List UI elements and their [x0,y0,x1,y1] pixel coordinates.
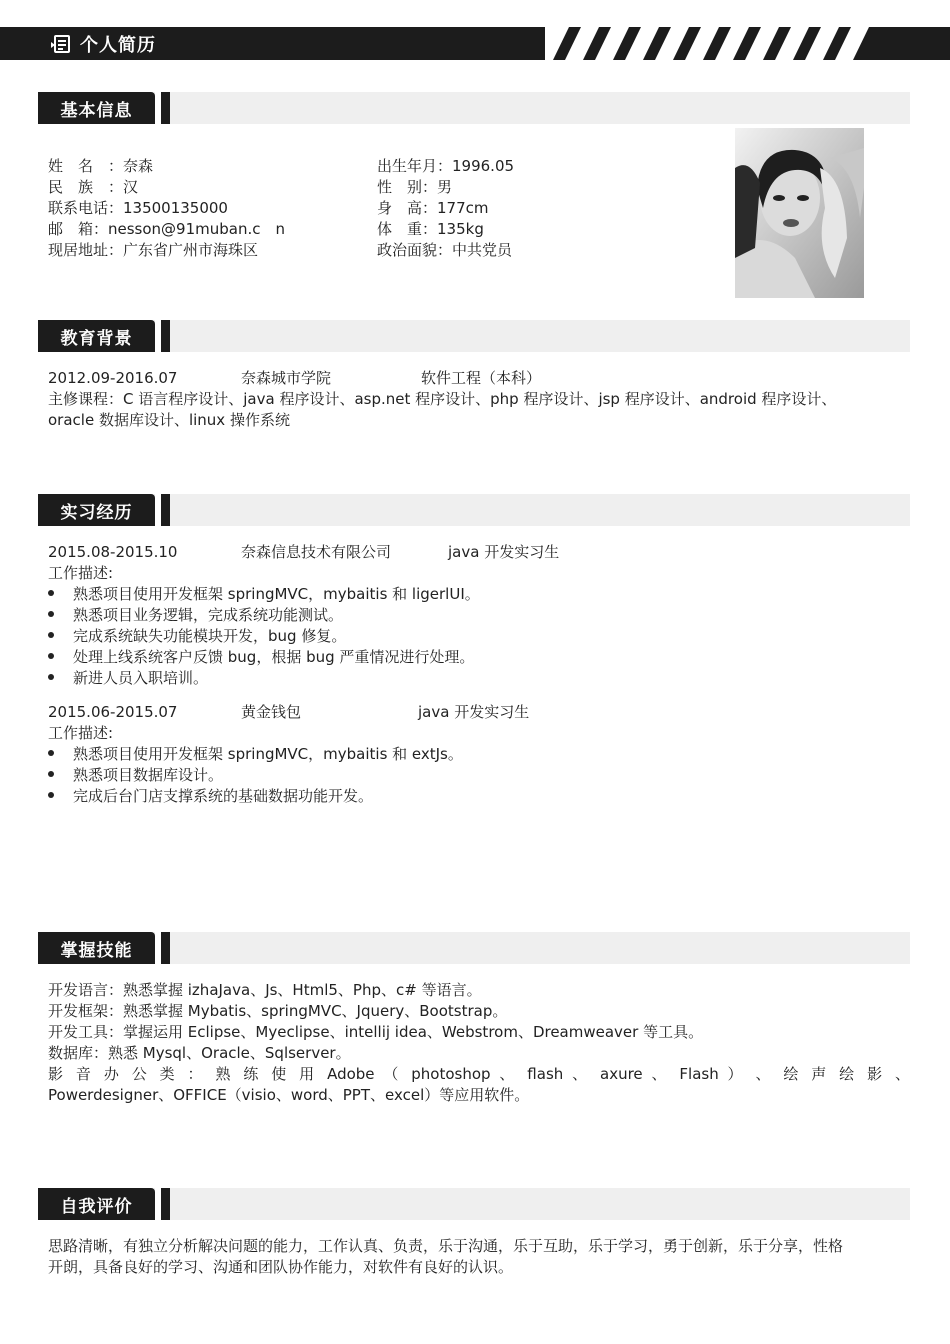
section-header-education [38,320,910,352]
section-title-self: 自我评价 [38,1188,155,1220]
self-eval-line1: 思路清晰，有独立分析解决问题的能力，工作认真、负责，乐于沟通，乐于互助，乐于学习，勇于创新，乐于分享，性格 [48,1237,844,1255]
edu-courses-line1: 主修课程：C 语言程序设计、java 程序设计、asp.net 程序设计、php 程序设计、jsp 程序设计、android 程序设计、 [48,390,837,408]
intern1-company: 奈森信息技术有限公司 [241,543,392,561]
section-title-internship: 实习经历 [38,494,155,526]
banner-stripes [545,27,950,60]
intern2-company: 黄金钱包 [241,703,302,721]
resume-banner [0,27,950,60]
list-item: 新进人员入职培训。 [48,668,208,689]
intern2-role: java 开发实习生 [418,703,530,721]
skill-frameworks: 开发框架：熟悉掌握 Mybatis、springMVC、Jquery、Bootstrap。 [48,1002,508,1020]
skill-database: 数据库：熟悉 Mysql、Oracle、Sqlserver。 [48,1044,351,1062]
section-header-self [38,1188,910,1220]
edu-courses-line2: oracle 数据库设计、linux 操作系统 [48,411,290,429]
skill-media-line1: 影 音 办 公 类 ： 熟 练 使 用 Adobe （ photoshop 、 flash 、 axure 、 Flash ） 、 绘 声 绘 影 、 [48,1065,910,1083]
list-item: 完成系统缺失功能模块开发，bug 修复。 [48,626,346,647]
intern1-desc-label: 工作描述: [48,564,114,582]
basic-gender: 性 别：男 [377,178,453,196]
intern1-period: 2015.08-2015.10 [48,543,178,561]
list-item: 熟悉项目业务逻辑，完成系统功能测试。 [48,605,343,626]
section-title-skills: 掌握技能 [38,932,155,964]
intern2-desc-label: 工作描述: [48,724,114,742]
section-header-basic [38,92,910,124]
intern2-period: 2015.06-2015.07 [48,703,178,721]
section-title-education: 教育背景 [38,320,155,352]
basic-height: 身 高：177cm [377,199,489,217]
page-title: 个人简历 [80,34,156,56]
skill-languages: 开发语言：熟悉掌握 izhaJava、Js、Html5、Php、c# 等语言。 [48,981,482,999]
list-item: 处理上线系统客户反馈 bug，根据 bug 严重情况进行处理。 [48,647,474,668]
basic-name: 姓 名 ：奈森 [48,157,154,175]
list-item: 熟悉项目使用开发框架 springMVC，mybaitis 和 ligerlUI。 [48,584,480,605]
list-item: 熟悉项目使用开发框架 springMVC，mybaitis 和 extJs。 [48,744,463,765]
basic-email: 邮 箱：nesson@91muban.c n [48,220,285,238]
profile-photo [735,128,864,298]
skill-tools: 开发工具：掌握运用 Eclipse、Myeclipse、intellij idea、Webstrom、Dreamweaver 等工具。 [48,1023,704,1041]
banner-title-group [50,27,156,60]
section-title-basic: 基本信息 [38,92,155,124]
self-eval-line2: 开朗，具备良好的学习、沟通和团队协作能力，对软件有良好的认识。 [48,1258,514,1276]
basic-phone: 联系电话：13500135000 [48,199,228,217]
basic-birth: 出生年月：1996.05 [377,157,515,175]
edu-major: 软件工程（本科） [421,369,542,387]
list-item: 熟悉项目数据库设计。 [48,765,223,786]
basic-political: 政治面貌：中共党员 [377,241,513,259]
skill-media-line2: Powerdesigner、OFFICE（visio、word、PPT、excel）等应用软件。 [48,1086,530,1104]
intern1-role: java 开发实习生 [448,543,560,561]
basic-weight: 体 重：135kg [377,220,484,238]
section-header-skills [38,932,910,964]
edu-period: 2012.09-2016.07 [48,369,178,387]
list-item: 完成后台门店支撑系统的基础数据功能开发。 [48,786,373,807]
basic-ethnicity: 民 族 ：汉 [48,178,139,196]
resume-icon [50,34,72,54]
section-header-internship [38,494,910,526]
basic-address: 现居地址：广东省广州市海珠区 [48,241,259,259]
edu-school: 奈森城市学院 [241,369,332,387]
